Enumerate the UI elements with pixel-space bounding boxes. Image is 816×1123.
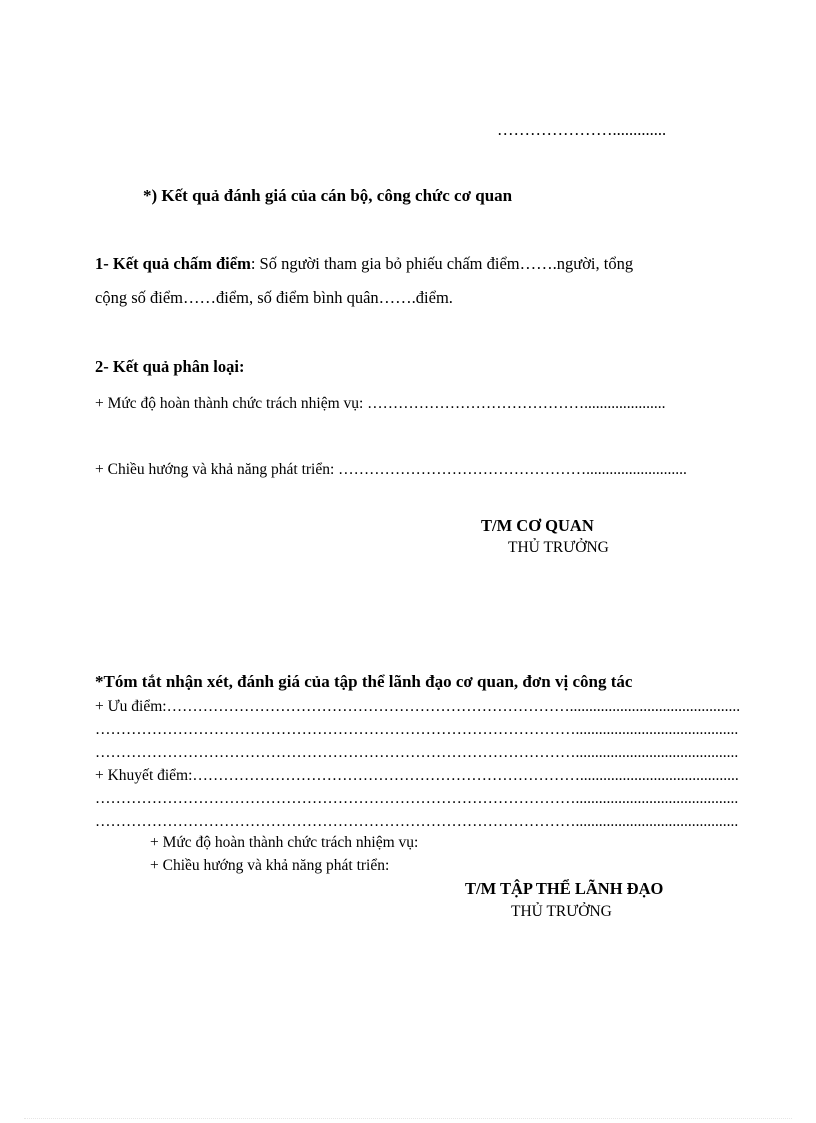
leadership-signature-title: T/M TẬP THỂ LÃNH ĐẠO <box>465 879 664 898</box>
classification-label: 2- Kết quả phân loại: <box>95 357 245 376</box>
development-direction-line: + Chiều hướng và khả năng phát triển: ………………………………………….......................... <box>95 461 687 478</box>
scoring-result-label: 1- Kết quả chấm điểm <box>95 254 251 273</box>
section-b-heading: *Tóm tắt nhận xét, đánh giá của tập thể lãnh đạo cơ quan, đơn vị công tác <box>95 672 633 691</box>
strengths-line: + Ưu điểm:……………………………………………………………………............................................ <box>95 698 741 715</box>
leadership-direction-line: + Chiều hướng và khả năng phát triển: <box>150 857 390 874</box>
leadership-completion-line: + Mức độ hoàn thành chức trách nhiệm vụ: <box>150 834 419 851</box>
completion-level-line: + Mức độ hoàn thành chức trách nhiệm vụ: ……………………………………..................... <box>95 395 666 412</box>
section-a-heading: *) Kết quả đánh giá của cán bộ, công chức cơ quan <box>143 186 513 205</box>
agency-signature-subtitle: THỦ TRƯỞNG <box>508 539 609 556</box>
page-bottom-rule <box>24 1118 792 1119</box>
strengths-dots-1: ………………………………………………………………………………….......................................... <box>95 721 739 738</box>
weaknesses-line: + Khuyết điểm:…………………………………………………………………......................................... <box>95 767 739 784</box>
scoring-result-text: : Số người tham gia bỏ phiếu chấm điểm…….người, tổng <box>250 254 634 273</box>
top-dotted-line: …………………............. <box>497 120 667 139</box>
scoring-result-line-1 <box>95 256 633 273</box>
agency-signature-title: T/M CƠ QUAN <box>481 516 594 535</box>
scoring-result-line-2: cộng số điểm……điểm, số điểm bình quân…….điểm. <box>95 288 453 307</box>
weaknesses-dots-2: ………………………………………………………………………………….......................................... <box>95 813 739 830</box>
leadership-signature-subtitle: THỦ TRƯỞNG <box>511 903 612 920</box>
strengths-dots-2: ………………………………………………………………………………….......................................... <box>95 744 739 761</box>
weaknesses-dots-1: ………………………………………………………………………………….......................................... <box>95 790 739 807</box>
